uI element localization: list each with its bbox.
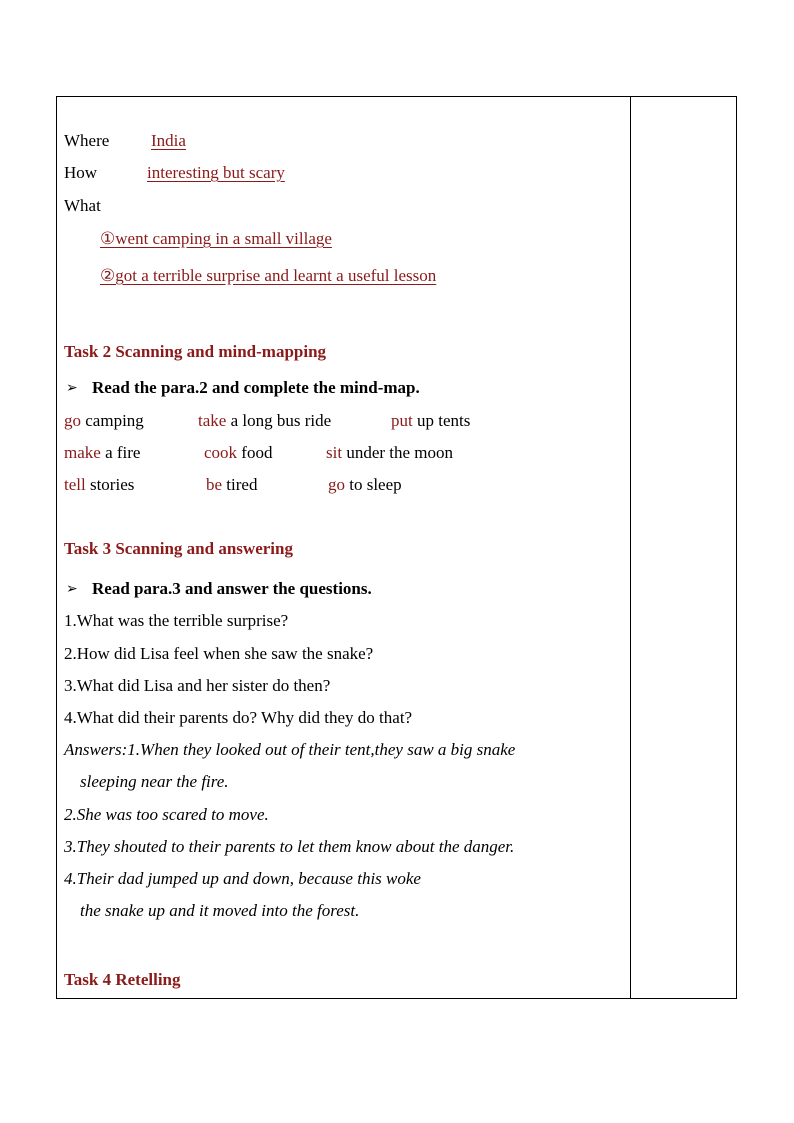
task3-instruction: Read para.3 and answer the questions. [92, 579, 372, 598]
mindmap-phrase: be tired [206, 475, 258, 494]
answer-line: Answers:1.When they looked out of their tent,they saw a big snake [64, 740, 516, 759]
mindmap-phrase: put up tents [391, 411, 471, 430]
answer-line: 4.Their dad jumped up and down, because this woke [64, 869, 421, 888]
mindmap-phrase: go to sleep [328, 475, 402, 494]
mindmap-phrase: cook food [204, 443, 273, 462]
mindmap-phrase: make a fire [64, 443, 141, 462]
question: 4.What did their parents do? Why did they do that? [64, 708, 413, 727]
how-value: interesting but scary [147, 163, 285, 182]
answer-line: 3.They shouted to their parents to let them know about the danger. [64, 837, 515, 856]
mindmap-phrase: take a long bus ride [198, 411, 332, 430]
mindmap-phrase: tell stories [64, 475, 135, 494]
column-divider [630, 97, 631, 998]
how-label: How [64, 163, 98, 182]
what-item-1: ①went camping in a small village [100, 229, 332, 248]
bullet-arrow-icon: ➢ [66, 581, 78, 597]
question: 1.What was the terrible surprise? [64, 611, 289, 630]
bullet-arrow-icon: ➢ [66, 380, 78, 396]
what-label: What [64, 196, 101, 215]
task2-instruction: Read the para.2 and complete the mind-map. [92, 378, 420, 397]
question: 3.What did Lisa and her sister do then? [64, 676, 331, 695]
what-item-2: ②got a terrible surprise and learnt a useful lesson [100, 266, 437, 285]
task3-heading: Task 3 Scanning and answering [64, 539, 293, 558]
mindmap-phrase: sit under the moon [326, 443, 454, 462]
answer-line: sleeping near the fire. [80, 772, 229, 791]
task2-heading: Task 2 Scanning and mind-mapping [64, 342, 327, 361]
question: 2.How did Lisa feel when she saw the snake? [64, 644, 374, 663]
task4-heading: Task 4 Retelling [64, 970, 181, 989]
mindmap-phrase: go camping [64, 411, 144, 430]
answer-line: the snake up and it moved into the forest. [80, 901, 360, 920]
answer-line: 2.She was too scared to move. [64, 805, 269, 824]
where-value: India [151, 131, 186, 150]
where-label: Where [64, 131, 110, 150]
lesson-table [56, 96, 737, 999]
